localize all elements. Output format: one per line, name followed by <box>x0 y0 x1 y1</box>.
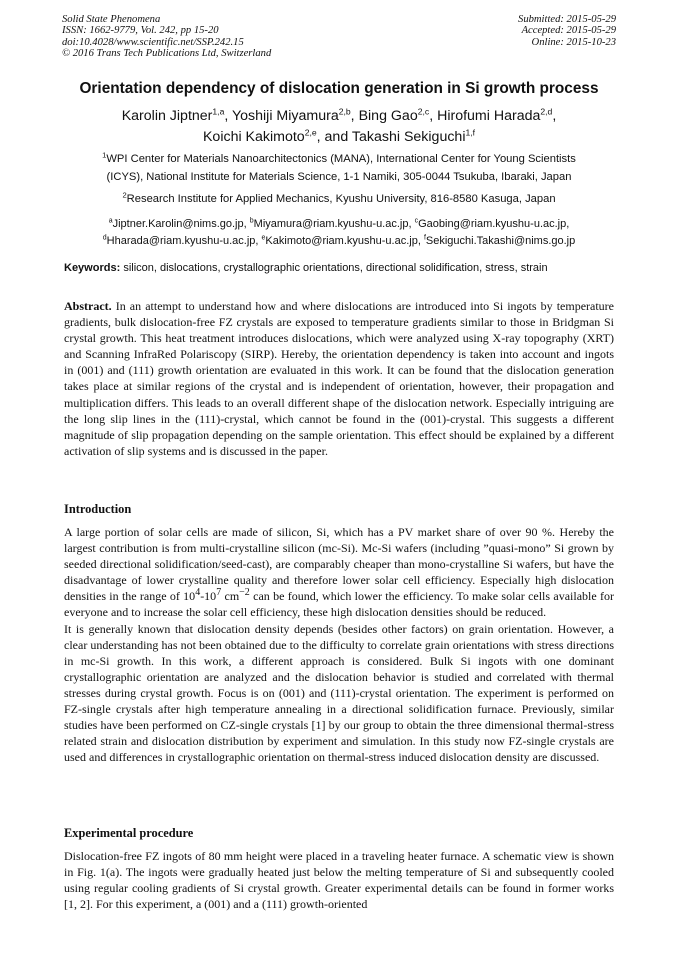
affiliation-1 <box>60 151 618 186</box>
email-list: $^a$Jiptner.Karolin@nims.go.jp, $^b$Miyamura@riam.kyushu-u.ac.jp, $^c$Gaobing@riam.kyushu-u.ac.jp, $^d$Hharada@riam.kyushu-u.ac.jp, $^e$Kakimoto@riam.kyushu-u.ac.jp, $^f$Sekiguchi.Takashi@nims.go.jp <box>102 217 576 247</box>
author-line-2 <box>40 127 638 148</box>
section-heading-introduction: Introduction <box>64 502 132 516</box>
email-sup: f <box>423 234 426 242</box>
author-and: , and <box>316 129 352 145</box>
email-link[interactable]: Miyamura@riam.kyushu-u.ac.jp <box>253 218 409 230</box>
experimental-body <box>64 848 614 912</box>
author-list <box>40 106 638 148</box>
submitted-date: Submitted: 2015-05-29 <box>518 14 616 25</box>
author-affil-sup: 2,c <box>417 106 430 117</box>
affiliation-text: (ICYS), National Institute for Materials Science, 1-1 Namiki, 305-0044 Tsukuba, Ibaraki, Japan <box>106 170 572 183</box>
author-name: Takashi Sekiguchi <box>351 129 466 145</box>
section-heading-experimental: Experimental procedure <box>64 826 194 840</box>
affiliation-sup: 2 <box>122 190 127 200</box>
email-sup: d <box>102 234 107 242</box>
dates-header <box>518 14 616 48</box>
journal-header <box>62 14 271 60</box>
email-link[interactable]: Kakimoto@riam.kyushu-u.ac.jp <box>265 235 418 247</box>
author-name: Yoshiji Miyamura <box>232 108 339 124</box>
email-link[interactable]: Gaobing@riam.kyushu-u.ac.jp <box>418 218 567 230</box>
author-name: Bing Gao <box>358 108 418 124</box>
email-sup: a <box>108 217 113 225</box>
author-affil-sup: 2,e <box>304 127 317 138</box>
journal-copyright: © 2016 Trans Tech Publications Ltd, Switzerland <box>62 48 272 60</box>
author-name: Koichi Kakimoto <box>202 129 305 145</box>
abstract <box>64 298 614 459</box>
author-name: Karolin Jiptner <box>121 108 213 124</box>
journal-doi: doi:10.4028/www.scientific.net/SSP.242.15 <box>62 36 244 48</box>
keywords <box>64 262 624 274</box>
author-separator: , <box>552 108 557 124</box>
author-separator: , <box>429 108 438 124</box>
abstract-text: In an attempt to understand how and where dislocations are introduced into Si ingots by temperature gradients, bulk dislocation-free FZ crystals are exposed to temperature gradients similar to those in Bridgman Si crystal growth. This heat treatment introduces dislocations, which were analyzed using X-ray topography (XRT) and Scanning InfraRed Polariscopy (SIRP). Hereby, the orientation dependency is taken into account and ingots in (001) and (111) growth orientation are evaluated in this work. It can be found that the dislocation generation takes place at similar regions of the crystal and is independent of orientation, however, their propagation and multiplication differs. This leads to an overall different shape of the dislocation network. Especially intriguing are the long slip lines in the (111)-crystal, which cannot be found in the (001)-crystal. This suggests a different magnitude of slip propagation depending on the sample orientation. This effect should be explained by a different activation of slip systems and is discussed in the paper. <box>64 299 614 458</box>
accepted-date: Accepted: 2015-05-29 <box>521 25 616 37</box>
email-sup: e <box>261 234 266 242</box>
keywords-text: silicon, dislocations, crystallographic orientations, directional solidification, stress, strain <box>123 262 548 274</box>
author-name: Hirofumi Harada <box>437 108 541 124</box>
journal-name: Solid State Phenomena <box>62 14 161 25</box>
journal-issn: ISSN: 1662-9779, Vol. 242, pp 15-20 <box>62 25 219 37</box>
email-sup: c <box>414 217 419 225</box>
affiliation-2 <box>60 191 618 209</box>
author-affil-sup: 1,f <box>465 127 476 138</box>
author-affil-sup: 2,b <box>338 106 351 117</box>
affiliation-text: Research Institute for Applied Mechanics, Kyushu University, 816-8580 Kasuga, Japan <box>126 193 556 205</box>
email-link[interactable]: Sekiguchi.Takashi@nims.go.jp <box>425 235 576 247</box>
introduction-body <box>64 524 614 765</box>
email-link[interactable]: Jiptner.Karolin@nims.go.jp <box>112 218 244 230</box>
paper-title: Orientation dependency of dislocation generation in Si growth process <box>79 80 599 97</box>
affiliation-sup: 1 <box>102 150 107 160</box>
author-line-1 <box>40 106 638 127</box>
author-affil-sup: 2,d <box>540 106 553 117</box>
author-separator: , <box>224 108 232 124</box>
intro-paragraph-2: It is generally known that dislocation density depends (besides other factors) on grain orientation. However, a clear understanding has not been obtained due to the difficulty to correlate grain orientations with stress directions in mc-Si growth. In this work, a different approach is considered. Bulk Si ingots with one dominant crystallographic orientation are analyzed and the dislocation behavior is studied and correlated with thermal stresses during crystal growth. Focus is on (001) and (111)-crystal orientation. The experiment is performed on FZ-single crystals after high temperature annealing in a directional solidification furnace. Previously, similar studies have been performed on CZ-single crystals [1] by our group to obtain the three dimensional thermal-stress related strain and dislocation distribution by experiment and simulation. In this study now FZ-single crystals are used and differences in crystallographic orientation on thermal-stress induced dislocation density are discussed. <box>64 621 614 765</box>
abstract-label: Abstract. <box>64 299 112 313</box>
intro-paragraph-1: A large portion of solar cells are made of silicon, Si, which has a PV market share of over 90 %. Hereby the largest contribution is from multi-crystalline silicon (mc-Si). Mc-Si wafers (including ”quasi-mono” Si grown by seeded directional solidification/seed-cast), are comparably cheaper than mono-crystalline Si wafers, but have the disadvantage of lower crystalline quality and therefore lower solar cell efficiency. Especially high dislocation densities in the range of $10^4-10^7$ $cm^{-2}$ can be found, which lower the efficiency. To make solar cells available for everyone and to increase the solar cell efficiency, these high dislocation densities should be reduced. <box>64 525 614 620</box>
keywords-label: Keywords: <box>64 262 121 274</box>
experimental-paragraph-1: Dislocation-free FZ ingots of 80 mm height were placed in a traveling heater furnace. A schematic view is shown in Fig. 1(a). The ingots were gradually heated just below the melting temperature of Si and subsequently cooled using regular cooling gradients of Si crystal growth. Greater experimental details can be found in former works [1, 2]. For this experiment, a (001) and a (111) growth-oriented <box>64 849 614 912</box>
affiliation-text: WPI Center for Materials Nanoarchitectonics (MANA), International Center for Young Scientists <box>106 153 576 165</box>
email-sup: b <box>249 217 254 225</box>
author-affil-sup: 1,a <box>212 106 225 117</box>
online-date: Online: 2015-10-23 <box>531 36 616 48</box>
author-separator: , <box>350 108 359 124</box>
email-link[interactable]: Hharada@riam.kyushu-u.ac.jp <box>106 235 256 247</box>
